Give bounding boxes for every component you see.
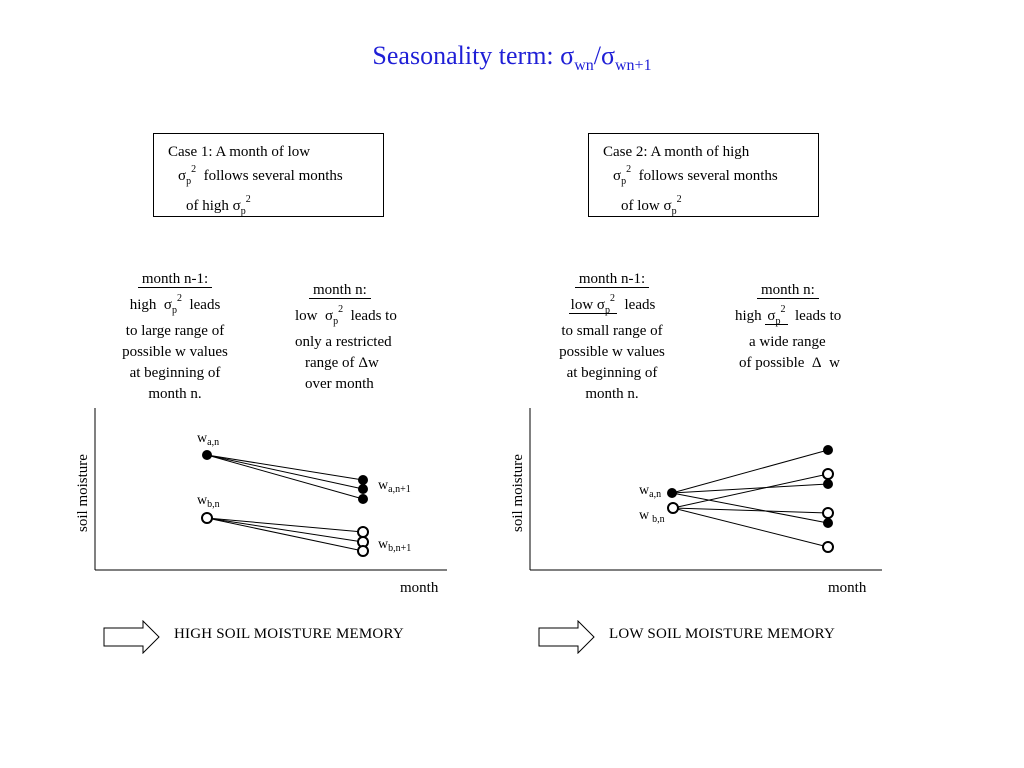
left-wb-n-label: $w_{b,n}$ xyxy=(197,493,220,510)
right-wb-n-point xyxy=(668,503,678,513)
right-curr-heading: month n: xyxy=(757,282,819,299)
right-wa-n1-point xyxy=(823,445,833,455)
right-wb-n1-point xyxy=(823,542,833,552)
left-wa-n-point xyxy=(202,450,212,460)
left-curr-heading: month n: xyxy=(309,282,371,299)
left-wa-n1-point xyxy=(358,475,368,485)
case2-line3: of low xyxy=(621,198,660,214)
left-prev-line5: month n. xyxy=(148,386,202,402)
case1-sigma-p2: $\sigma_p^2$ xyxy=(178,164,197,187)
case1-line1: Case 1: A month of low xyxy=(168,144,311,160)
title-sigma: σ xyxy=(560,41,575,70)
title-sub-wn1: wn+1 xyxy=(615,57,652,75)
left-wb-n1-point xyxy=(358,527,368,537)
case1-box xyxy=(153,133,384,217)
right-prev-line3: possible w values xyxy=(559,344,665,360)
left-curr-line2: only a restricted xyxy=(295,334,392,350)
case1-line3-row xyxy=(168,192,383,222)
left-memory-label: HIGH SOIL MOISTURE MEMORY xyxy=(174,626,404,642)
left-wa-n1-point xyxy=(358,484,368,494)
right-prev-line4: at beginning of xyxy=(566,365,658,381)
right-wa-n1-point xyxy=(823,479,833,489)
case2-line1: Case 2: A month of high xyxy=(603,144,750,160)
right-prev-text: month n-1: low $\sigma_p^2$ leads to small range of possible w values at beginning of month n. xyxy=(537,269,687,405)
right-curr-text: month n: high $\sigma_p^2$ leads to a wide range of possible Δ w xyxy=(733,280,883,374)
left-upper-lines xyxy=(207,455,363,499)
title-sub-wn: wn xyxy=(574,57,594,75)
left-prev-line3: possible w values xyxy=(122,344,228,360)
right-memory-label: LOW SOIL MOISTURE MEMORY xyxy=(609,626,836,642)
right-wb-n-label: w $_{b,n}$ xyxy=(639,508,665,525)
case1-line2-row xyxy=(168,162,383,192)
left-prev-line2: to large range of xyxy=(125,323,225,339)
left-x-label: month xyxy=(400,580,439,596)
right-wa-n-label: $w_{a,n}$ xyxy=(639,483,662,500)
case2-sigma-p2: $\sigma_p^2$ xyxy=(613,164,632,187)
right-wb-n1-point xyxy=(823,508,833,518)
right-arrow-icon xyxy=(538,620,596,654)
right-wa-n-point xyxy=(667,488,677,498)
left-wb-n1-label: $w_{b,n+1}$ xyxy=(378,537,412,554)
case1-line3: of high xyxy=(186,198,229,214)
right-chart xyxy=(505,400,905,600)
left-wa-n1-point xyxy=(358,494,368,504)
left-prev-heading: month n-1: xyxy=(138,271,212,288)
right-prev-line5: month n. xyxy=(585,386,639,402)
case1-sigma-p2-b: $\sigma_p^2$ xyxy=(232,194,251,217)
case2-line3-row xyxy=(603,192,818,222)
left-y-label: soil moisture xyxy=(75,454,91,532)
title-prefix: Seasonality term: xyxy=(372,41,561,70)
page-title xyxy=(0,40,1024,82)
right-prev-line2: to small range of xyxy=(561,323,663,339)
left-wb-n1-point xyxy=(358,546,368,556)
right-x-label: month xyxy=(828,580,867,596)
left-arrow-icon xyxy=(103,620,161,654)
case2-line2: follows several months xyxy=(638,168,778,184)
case1-line2: follows several months xyxy=(203,168,343,184)
left-wb-n-point xyxy=(202,513,212,523)
left-chart xyxy=(70,400,470,600)
title-sigma-2: σ xyxy=(600,41,615,70)
left-lower-lines xyxy=(207,518,363,551)
left-curr-line4: over month xyxy=(305,376,374,392)
right-fan-lines xyxy=(672,450,828,547)
right-y-label: soil moisture xyxy=(510,454,526,532)
left-curr-text: month n: low $\sigma_p^2$ leads to only a restricted range of Δw over month xyxy=(285,280,435,395)
right-curr-line2: a wide range xyxy=(749,334,826,350)
case2-line2-row xyxy=(603,162,818,192)
right-wa-n1-point xyxy=(823,518,833,528)
right-wb-n1-point xyxy=(823,469,833,479)
case2-box xyxy=(588,133,819,217)
left-wa-n1-label: $w_{a,n+1}$ xyxy=(378,478,411,495)
left-prev-line4: at beginning of xyxy=(129,365,221,381)
right-prev-heading: month n-1: xyxy=(575,271,649,288)
left-wa-n-label: $w_{a,n}$ xyxy=(197,431,220,448)
left-prev-text: month n-1: high $\sigma_p^2$ leads to large range of possible w values at beginning of month n. xyxy=(100,269,250,405)
case2-sigma-p2-b: $\sigma_p^2$ xyxy=(663,194,682,217)
title-slash: / xyxy=(593,41,601,70)
